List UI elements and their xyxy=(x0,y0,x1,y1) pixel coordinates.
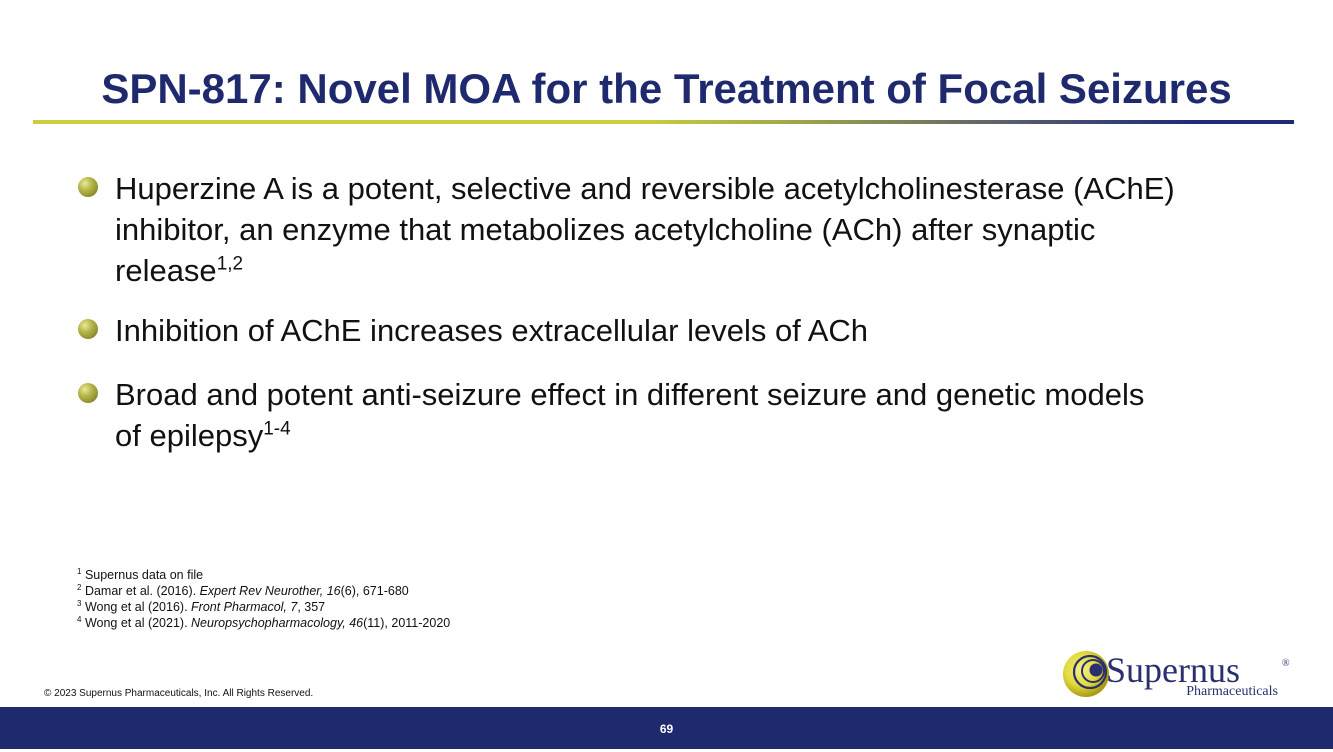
reference-3-rest: , 357 xyxy=(297,600,326,614)
bullet-1-line-2: inhibitor, an enzyme that metabolizes acetylcholine (ACh) after synaptic xyxy=(115,212,1096,247)
bullet-item-3 xyxy=(78,374,1315,456)
reference-4-num: 4 xyxy=(77,614,82,624)
bullet-3-line-1: Broad and potent anti-seizure effect in different seizure and genetic models xyxy=(115,377,1145,412)
reference-4-rest: (11), 2011-2020 xyxy=(363,616,451,630)
reference-2-journal: Expert Rev Neurother, 16 xyxy=(199,584,341,598)
bullet-1-line-1: Huperzine A is a potent, selective and reversible acetylcholinesterase (AChE) xyxy=(115,171,1175,206)
bullet-3-line-2-text: of epilepsy xyxy=(115,418,264,453)
bullet-2-text: Inhibition of AChE increases extracellular levels of ACh xyxy=(115,313,869,348)
bullet-1-citation: 1,2 xyxy=(216,253,244,275)
bullet-item-2 xyxy=(78,310,1315,351)
reference-2-num: 2 xyxy=(77,582,82,592)
reference-4 xyxy=(77,615,450,631)
reference-list xyxy=(77,567,450,631)
reference-1-num: 1 xyxy=(77,566,82,576)
slide-title: SPN-817: Novel MOA for the Treatment of Focal Seizures xyxy=(101,65,1232,112)
reference-2 xyxy=(77,583,450,599)
reference-2-rest: (6), 671-680 xyxy=(340,584,409,598)
sun-swirl-icon xyxy=(1063,651,1109,697)
bullet-dot-icon xyxy=(78,177,98,197)
reference-4-journal: Neuropsychopharmacology, 46 xyxy=(191,616,364,630)
bullet-dot-icon xyxy=(78,319,98,339)
reference-3-num: 3 xyxy=(77,598,82,608)
reference-3-journal: Front Pharmacol, 7 xyxy=(191,600,298,614)
reference-4-authors: Wong et al (2021). xyxy=(84,616,192,630)
bullet-3-line-2 xyxy=(115,415,1315,456)
bullet-dot-icon xyxy=(78,383,98,403)
bullet-1-line-3 xyxy=(115,250,1315,291)
reference-2-authors: Damar et al. (2016). xyxy=(84,584,200,598)
title-underline xyxy=(33,120,1294,124)
page-number: 69 xyxy=(659,722,674,736)
logo-wordmark: Supernus xyxy=(1106,650,1240,690)
supernus-logo xyxy=(1062,644,1294,704)
copyright-notice: © 2023 Supernus Pharmaceuticals, Inc. All Rights Reserved. xyxy=(44,688,314,699)
reference-3-authors: Wong et al (2016). xyxy=(84,600,192,614)
reference-1-text: Supernus data on file xyxy=(84,568,204,582)
reference-3 xyxy=(77,599,450,615)
bullet-item-1 xyxy=(78,168,1315,291)
bullet-3-citation: 1-4 xyxy=(263,418,291,440)
logo-subtitle: Pharmaceuticals xyxy=(1186,684,1278,699)
logo-registered-mark: ® xyxy=(1282,658,1290,669)
footer-bar xyxy=(0,707,1333,749)
bullet-1-line-3-text: release xyxy=(115,253,217,288)
reference-1 xyxy=(77,567,450,583)
